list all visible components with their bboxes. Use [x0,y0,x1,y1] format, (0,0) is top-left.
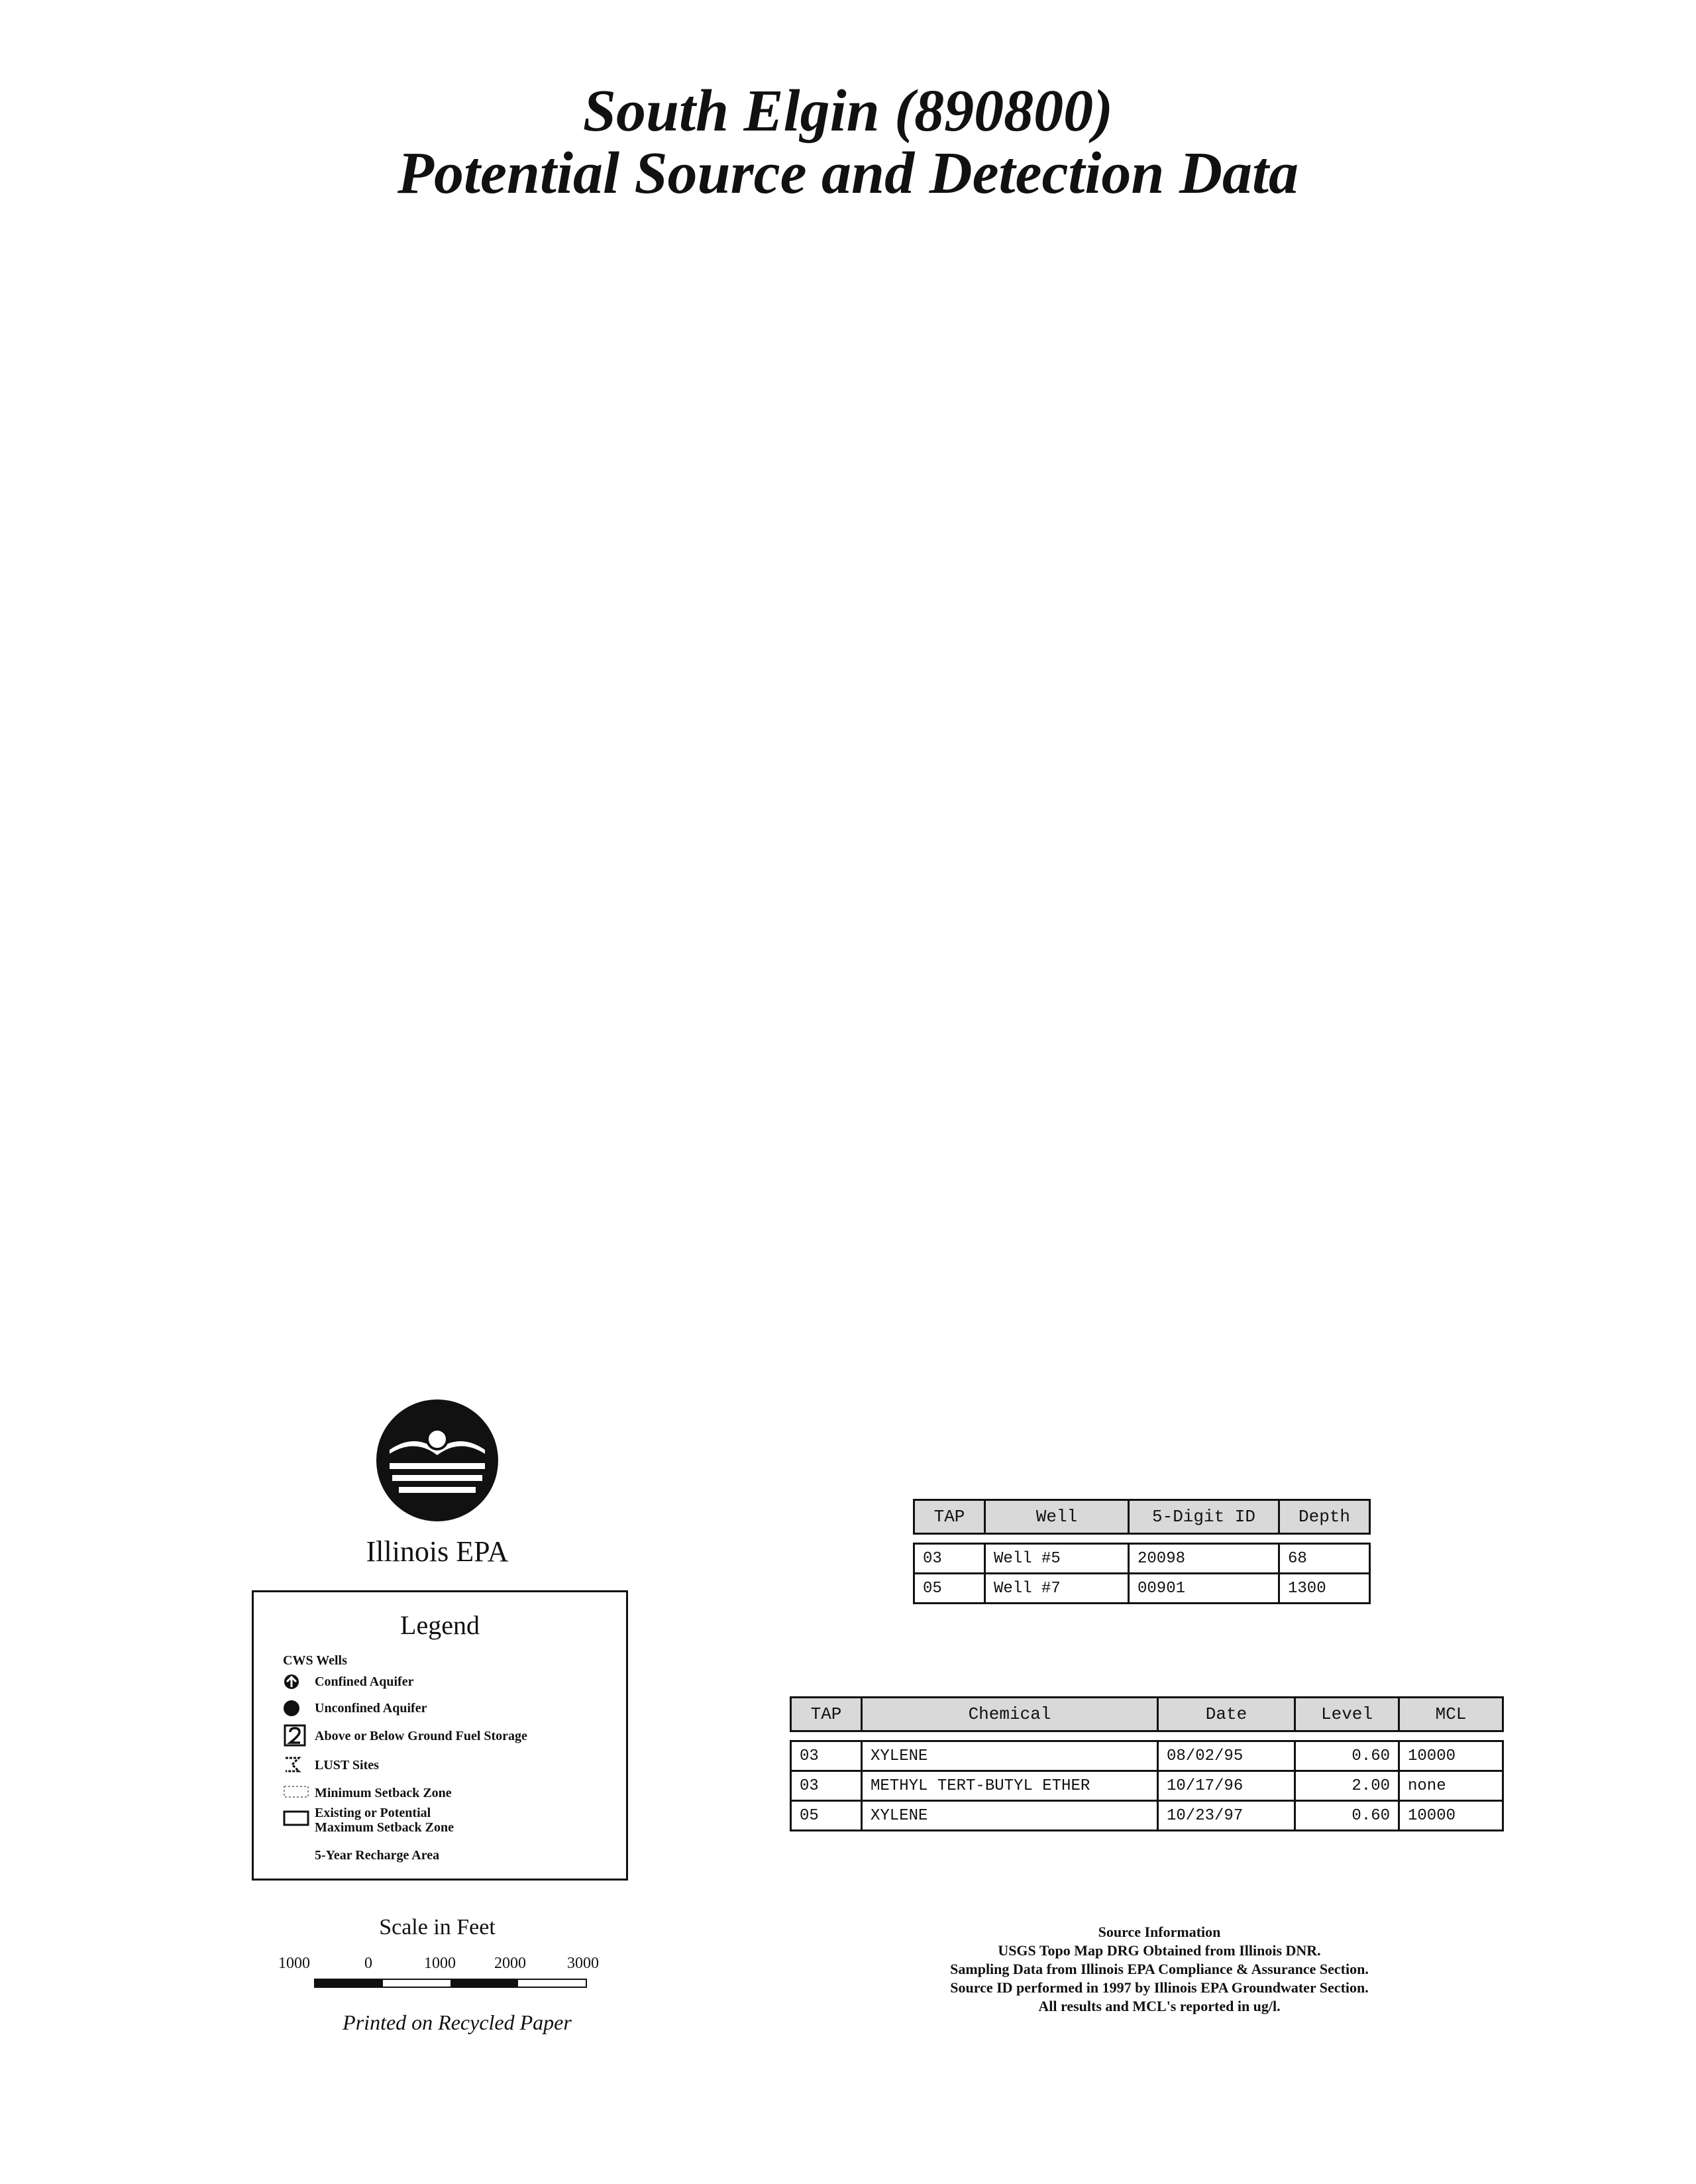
legend-recharge-area: 5-Year Recharge Area [315,1848,440,1863]
fuel-storage-icon [283,1723,307,1747]
unconfined-aquifer-icon [283,1700,300,1717]
maximum-setback-zone-icon [283,1810,309,1827]
source-info-heading: Source Information [1098,1924,1221,1940]
legend-unconfined-aquifer: Unconfined Aquifer [315,1701,427,1716]
table-cell: 0.60 [1295,1741,1399,1771]
legend-title: Legend [400,1610,480,1640]
source-information [822,1923,1497,2016]
table-cell: none [1399,1771,1503,1801]
table-cell: XYLENE [862,1801,1158,1831]
column-header: TAP [791,1698,862,1731]
table-cell: METHYL TERT-BUTYL ETHER [862,1771,1158,1801]
legend-fuel-storage: Above or Below Ground Fuel Storage [315,1729,527,1743]
scale-tick: 1000 [424,1955,456,1972]
confined-aquifer-icon [283,1673,300,1690]
legend-confined-aquifer: Confined Aquifer [315,1674,414,1689]
column-header: 5-Digit ID [1129,1500,1279,1534]
table-cell: Well #5 [985,1544,1129,1574]
column-header: Chemical [862,1698,1158,1731]
table-row [914,1574,1370,1604]
table-cell: 10000 [1399,1801,1503,1831]
legend-section-label: CWS Wells [283,1653,347,1668]
table-cell: 05 [914,1574,985,1604]
source-info-line: USGS Topo Map DRG Obtained from Illinois DNR. [998,1942,1321,1959]
legend-lust-sites: LUST Sites [315,1758,379,1773]
scale-tick: 0 [364,1955,372,1972]
illinois-epa-logo-icon [375,1398,500,1523]
scale-tick: 2000 [494,1955,526,1972]
lust-site-icon [283,1755,301,1774]
table-row [914,1544,1370,1574]
table-row [791,1801,1503,1831]
table-cell: Well #7 [985,1574,1129,1604]
table-cell: 03 [791,1771,862,1801]
table-cell: 03 [791,1741,862,1771]
wells-table [913,1499,1371,1604]
table-cell: 03 [914,1544,985,1574]
table-cell: 10/23/97 [1158,1801,1295,1831]
column-header: Level [1295,1698,1399,1731]
scale-bar [314,1979,587,1988]
table-cell: XYLENE [862,1741,1158,1771]
column-header: MCL [1399,1698,1503,1731]
table-header-row [914,1500,1370,1534]
table-cell: 0.60 [1295,1801,1399,1831]
scale-tick: 3000 [567,1955,599,1972]
agency-name: Illinois EPA [366,1535,509,1568]
column-header: Depth [1279,1500,1370,1534]
table-cell: 00901 [1129,1574,1279,1604]
legend-minimum-setback-zone: Minimum Setback Zone [315,1786,452,1800]
minimum-setback-zone-icon [283,1784,309,1799]
column-header: Well [985,1500,1129,1534]
source-info-line: All results and MCL's reported in ug/l. [1038,1998,1281,2014]
table-cell: 10/17/96 [1158,1771,1295,1801]
recycled-paper-note: Printed on Recycled Paper [343,2010,572,2034]
detections-table [790,1696,1504,1831]
source-info-line: Source ID performed in 1997 by Illinois EPA Groundwater Section. [950,1979,1369,1996]
table-row [791,1771,1503,1801]
scale-tick: 1000 [278,1955,310,1972]
table-cell: 2.00 [1295,1771,1399,1801]
table-cell: 08/02/95 [1158,1741,1295,1771]
table-cell: 05 [791,1801,862,1831]
table-cell: 1300 [1279,1574,1370,1604]
column-header: Date [1158,1698,1295,1731]
page-title: South Elgin (890800) [582,78,1114,144]
scale-title: Scale in Feet [379,1915,496,1939]
table-cell: 20098 [1129,1544,1279,1574]
legend-max-setback-line2: Maximum Setback Zone [315,1820,454,1835]
table-cell: 10000 [1399,1741,1503,1771]
column-header: TAP [914,1500,985,1534]
table-row [791,1741,1503,1771]
table-cell: 68 [1279,1544,1370,1574]
table-header-row [791,1698,1503,1731]
legend-max-setback-line1: Existing or Potential [315,1806,431,1820]
legend [252,1590,628,1881]
page-subtitle: Potential Source and Detection Data [398,140,1298,206]
source-info-line: Sampling Data from Illinois EPA Compliance & Assurance Section. [950,1961,1369,1977]
